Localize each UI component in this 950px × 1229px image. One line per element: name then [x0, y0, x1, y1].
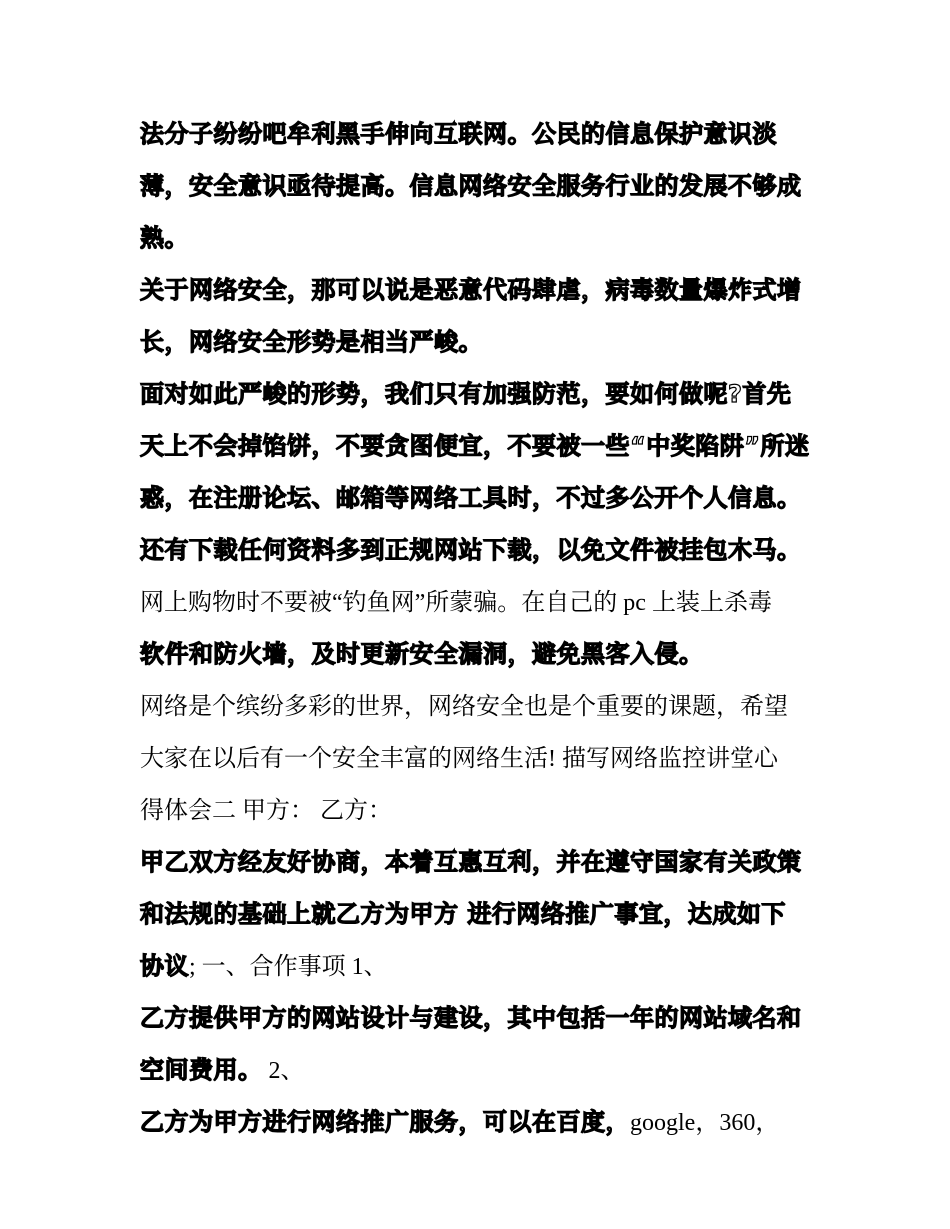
- text-line: [140, 992, 830, 1044]
- text-line: [140, 1044, 830, 1096]
- text-line: [140, 576, 830, 628]
- text-line: [140, 680, 830, 732]
- text-line: [140, 836, 830, 888]
- text-segment: 天上不会掉馅饼，不要贪图便宜，不要被一些“中奖陷阱”所迷: [140, 432, 810, 460]
- text-segment: 长，网络安全形势是相当严峻。: [140, 328, 483, 356]
- text-segment: google，360，: [630, 1110, 780, 1136]
- text-segment: 空间费用。: [140, 1056, 263, 1084]
- text-line: [140, 264, 830, 316]
- text-segment: 网上购物时不要被“钓鱼网”所蒙骗。在自己的 pc 上装上杀毒: [140, 590, 772, 616]
- text-segment: 熟。: [140, 224, 189, 252]
- text-segment: 大家在以后有一个安全丰富的网络生活! 描写网络监控讲堂心: [140, 746, 778, 772]
- text-segment: 惑，在注册论坛、邮箱等网络工具时，不过多公开个人信息。: [140, 484, 802, 512]
- text-line: [140, 784, 830, 836]
- text-segment: 乙方提供甲方的网站设计与建设，其中包括一年的网站域名和: [140, 1004, 802, 1032]
- text-line: [140, 524, 830, 576]
- text-segment: 网络是个缤纷多彩的世界，网络安全也是个重要的课题，希望: [140, 694, 788, 720]
- text-segment: 2、: [262, 1058, 305, 1084]
- text-line: [140, 160, 830, 212]
- text-segment: 面对如此严峻的形势，我们只有加强防范，要如何做呢?首先: [140, 380, 792, 408]
- text-line: [140, 628, 830, 680]
- document-body: [140, 108, 830, 1148]
- text-line: [140, 1096, 830, 1148]
- text-segment: 还有下载任何资料多到正规网站下载，以免文件被挂包木马。: [140, 536, 802, 564]
- text-segment: 法分子纷纷吧牟利黑手伸向互联网。公民的信息保护意识淡: [140, 120, 777, 148]
- text-line: [140, 212, 830, 264]
- text-segment: 关于网络安全，那可以说是恶意代码肆虐，病毒数量爆炸式增: [140, 276, 802, 304]
- text-segment: 乙方为甲方进行网络推广服务，可以在百度，: [140, 1108, 630, 1136]
- text-segment: 甲乙双方经友好协商，本着互惠互利，并在遵守国家有关政策: [140, 848, 802, 876]
- text-line: [140, 940, 830, 992]
- text-segment: 软件和防火墙，及时更新安全漏洞，避免黑客入侵。: [140, 640, 704, 668]
- text-segment: 得体会二 甲方： 乙方：: [140, 798, 392, 824]
- text-segment: 和法规的基础上就乙方为甲方 进行网络推广事宜，达成如下: [140, 900, 786, 928]
- text-line: [140, 368, 830, 420]
- text-line: [140, 472, 830, 524]
- text-segment: 薄，安全意识亟待提高。信息网络安全服务行业的发展不够成: [140, 172, 802, 200]
- text-line: [140, 732, 830, 784]
- text-segment: 协议: [140, 952, 189, 980]
- text-line: [140, 108, 830, 160]
- text-line: [140, 420, 830, 472]
- text-segment: ; 一、合作事项 1、: [189, 954, 388, 980]
- text-line: [140, 888, 830, 940]
- text-line: [140, 316, 830, 368]
